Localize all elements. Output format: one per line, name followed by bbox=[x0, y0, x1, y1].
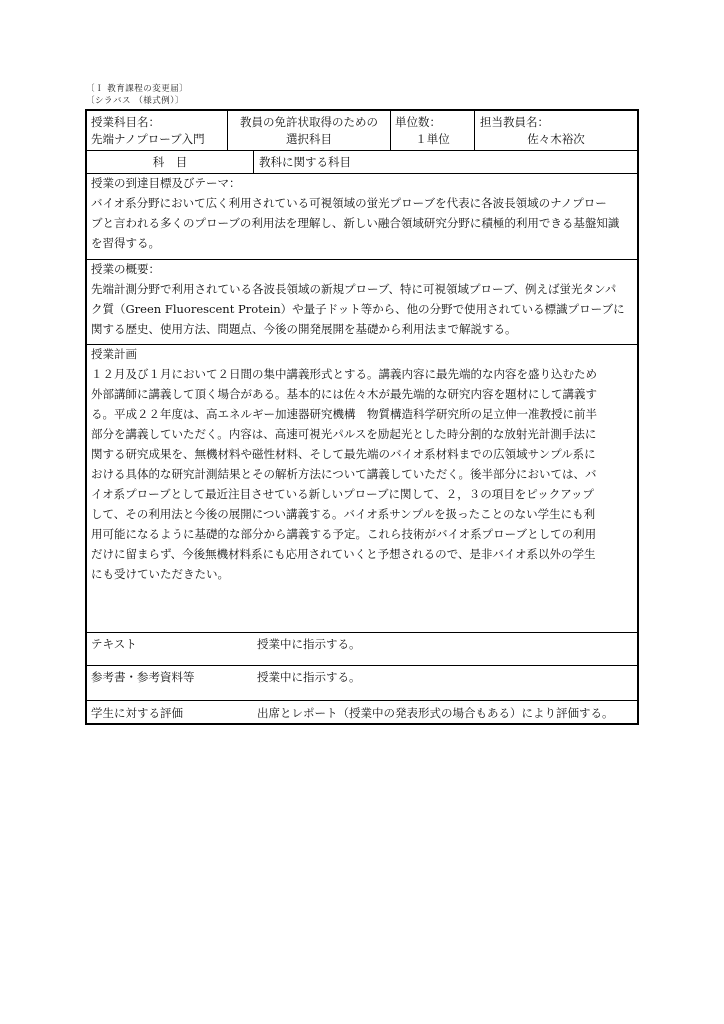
license-note-line1: 教員の免許状取得のための bbox=[240, 115, 378, 129]
goals-section bbox=[91, 173, 633, 253]
form-header-line1: 〔Ｉ 教育課程の変更届〕 bbox=[86, 84, 189, 94]
plan-line: １２月及び１月において２日間の集中講義形式とする。講義内容に最先端的な内容を盛り込むため bbox=[91, 367, 597, 381]
plan-line: して、その利用法と今後の展開につい講義する。バイオ系サンプルを扱ったことのない学生にも利 bbox=[91, 507, 596, 521]
plan-line: おける具体的な研究計測結果とその解析方法について講義していただく。後半部分においては、バ bbox=[91, 467, 597, 481]
form-header-line2: 〔シラバス （様式例）〕 bbox=[86, 96, 184, 106]
textbook-value: 授業中に指示する。 bbox=[257, 637, 361, 651]
plan-line: 部分を講義していただく。内容は、高速可視光パルスを励起光とした時分割的な放射光計測手法に bbox=[91, 427, 597, 441]
goals-line: を習得する。 bbox=[91, 236, 160, 250]
plan-line: る。平成２２年度は、高エネルギー加速器研究機構 物質構造科学研究所の足立伸一准教授に前半 bbox=[91, 407, 597, 421]
reference-label: 参考書・参考資料等 bbox=[91, 670, 195, 684]
evaluation-label: 学生に対する評価 bbox=[91, 706, 183, 720]
evaluation-value: 出席とレポート（授業中の発表形式の場合もある）により評価する。 bbox=[257, 706, 614, 720]
plan-line: イオ系プローブとして最近注目させている新しいプローブに関して、２，３の項目をピックアップ bbox=[91, 487, 595, 501]
plan-title: 授業計画 bbox=[91, 347, 137, 361]
overview-line: 関する歴史、使用方法、問題点、今後の開発展開を基礎から利用法まで解説する。 bbox=[91, 322, 517, 336]
course-name: 先端ナノプローブ入門 bbox=[91, 132, 205, 146]
plan-line: だけに留まらず、今後無機材料系にも応用されていくと予想されるので、是非バイオ系以外の学生 bbox=[91, 547, 596, 561]
overview-line: 先端計測分野で利用されている各波長領域の新規プローブ、特に可視領域プローブ、例えば蛍光タンパ bbox=[91, 282, 617, 296]
credits-value: １単位 bbox=[415, 132, 450, 146]
course-name-label: 授業科目名： bbox=[91, 115, 160, 129]
credits-label: 単位数： bbox=[395, 115, 441, 129]
plan-section bbox=[91, 344, 633, 584]
overview-section bbox=[91, 259, 633, 339]
plan-line: 関する研究成果を、無機材料や磁性材料、そして最先端のバイオ系材料までの広領域サンプル系に bbox=[91, 447, 596, 461]
plan-line: にも受けていただきたい。 bbox=[91, 567, 229, 581]
textbook-label: テキスト bbox=[91, 637, 137, 651]
plan-line: 外部講師に講義して頂く場合がある。基本的には佐々木が最先端的な研究内容を題材にして講義す bbox=[91, 387, 597, 401]
reference-value: 授業中に指示する。 bbox=[257, 670, 361, 684]
license-note-line2: 選択科目 bbox=[286, 132, 332, 146]
rule-course-info-bottom bbox=[87, 150, 637, 151]
subject-label: 科 目 bbox=[152, 155, 188, 169]
subject-value: 教科に関する科目 bbox=[259, 155, 351, 169]
goals-title: 授業の到達目標及びテーマ： bbox=[91, 176, 241, 190]
instructor-label: 担当教員名： bbox=[480, 115, 549, 129]
overview-line: ク質（Green Fluorescent Protein）や量子ドット等から、他の分野で使用されている標識プローブに bbox=[91, 302, 625, 316]
syllabus-table bbox=[85, 109, 639, 725]
overview-title: 授業の概要： bbox=[91, 262, 160, 276]
rule-plan-bottom bbox=[87, 632, 637, 633]
rule-v-subject bbox=[253, 150, 254, 173]
plan-line: 用可能になるように基礎的な部分から講義する予定。これら技術がバイオ系プローブとしての利用 bbox=[91, 527, 597, 541]
rule-text-bottom bbox=[87, 665, 637, 666]
rule-reference-bottom bbox=[87, 700, 637, 701]
instructor-name: 佐々木裕次 bbox=[527, 132, 585, 146]
goals-line: ブと言われる多くのプローブの利用法を理解し、新しい融合領域研究分野に積極的利用できる基盤知識 bbox=[91, 216, 620, 230]
goals-line: バイオ系分野において広く利用されている可視領域の蛍光プローブを代表に各波長領域のナノプロー bbox=[91, 196, 607, 210]
